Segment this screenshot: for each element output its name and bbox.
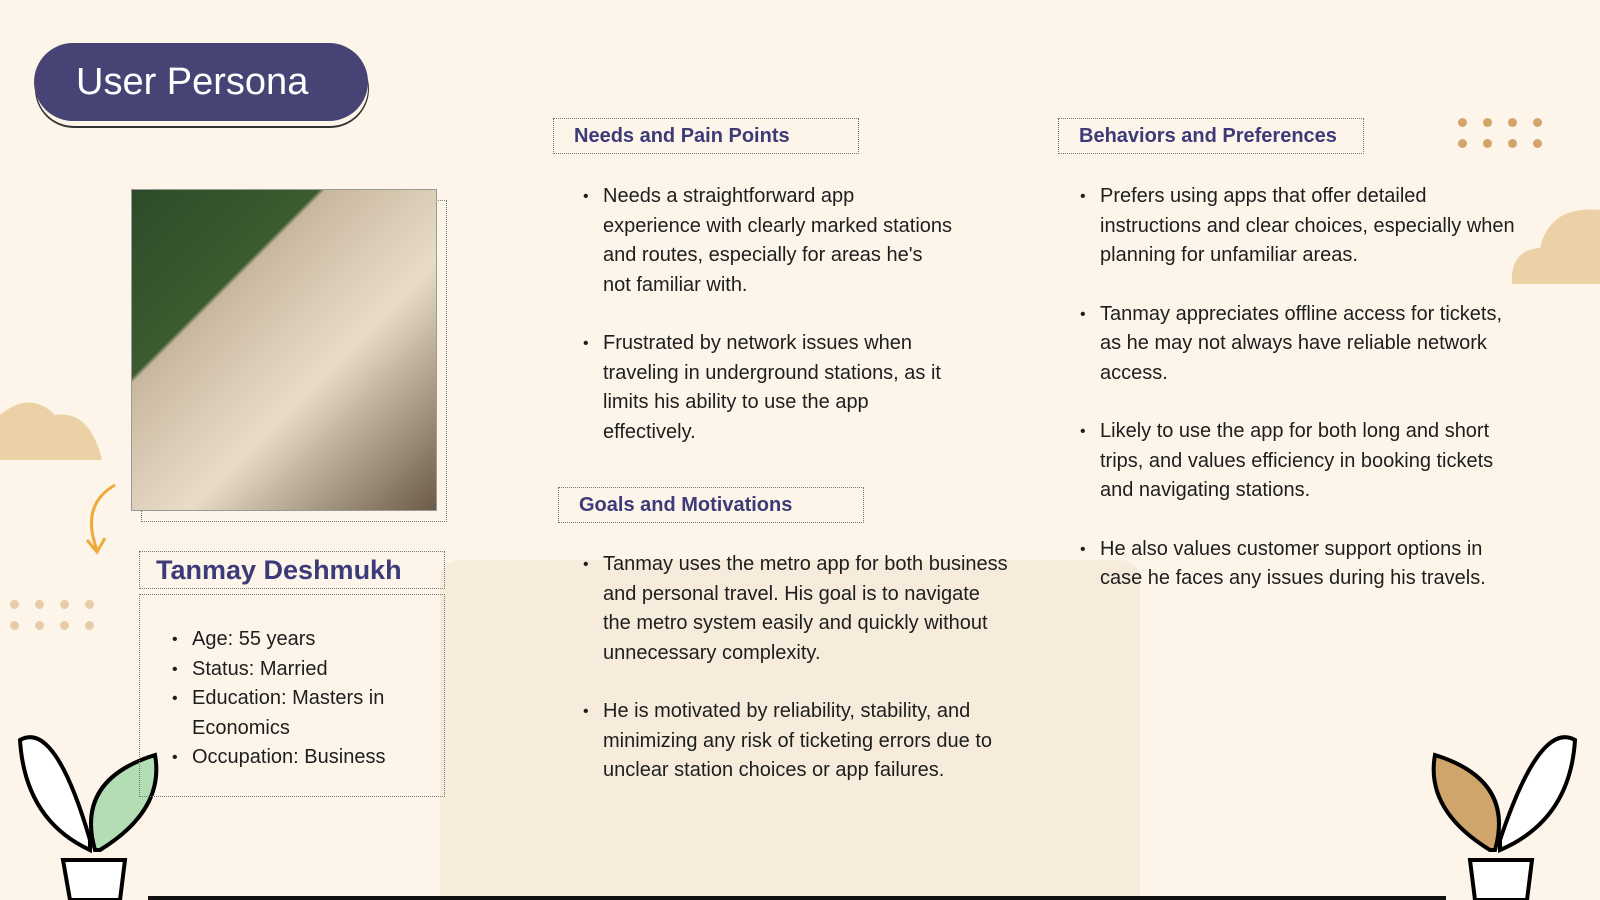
behaviors-heading: Behaviors and Preferences	[1058, 118, 1364, 154]
curved-arrow-icon	[75, 480, 120, 560]
plant-icon	[1430, 730, 1580, 900]
needs-list	[583, 182, 953, 476]
title-text: User Persona	[76, 60, 309, 103]
needs-heading: Needs and Pain Points	[553, 118, 859, 154]
decor-dots-icon	[1458, 118, 1542, 148]
list-item: • Tanmay uses the metro app for both business and personal travel. His goal is to navigate the metro system easily and quickly without unnecessary complexity.	[583, 550, 1013, 668]
detail-status: • Status: Married	[172, 655, 444, 685]
persona-details	[139, 594, 445, 797]
persona-photo	[131, 189, 437, 511]
detail-education: • Education: Masters in Economics	[172, 684, 444, 743]
list-item: • He is motivated by reliability, stability, and minimizing any risk of ticketing errors due to unclear station choices or app failures.	[583, 697, 1013, 786]
list-item: • Prefers using apps that offer detailed instructions and clear choices, especially when planning for unfamiliar areas.	[1080, 182, 1525, 271]
list-item: • Frustrated by network issues when traveling in underground stations, as it limits his ability to use the app effectively.	[583, 329, 953, 447]
list-item: • Likely to use the app for both long and short trips, and values efficiency in booking tickets and navigating stations.	[1080, 417, 1525, 506]
list-item: • He also values customer support options in case he faces any issues during his travels.	[1080, 535, 1525, 594]
detail-occupation: • Occupation: Business	[172, 743, 444, 773]
page-title	[34, 43, 368, 121]
list-item: • Tanmay appreciates offline access for tickets, as he may not always have reliable network access.	[1080, 300, 1525, 389]
persona-name: Tanmay Deshmukh	[139, 551, 445, 589]
cloud-icon	[0, 395, 105, 460]
goals-heading: Goals and Motivations	[558, 487, 864, 523]
detail-age: • Age: 55 years	[172, 625, 444, 655]
list-item: • Needs a straightforward app experience with clearly marked stations and routes, especially for areas he's not familiar with.	[583, 182, 953, 300]
behaviors-list	[1080, 182, 1525, 623]
bottom-divider	[148, 896, 1446, 900]
goals-list	[583, 550, 1013, 815]
decor-dots-icon	[10, 600, 94, 630]
